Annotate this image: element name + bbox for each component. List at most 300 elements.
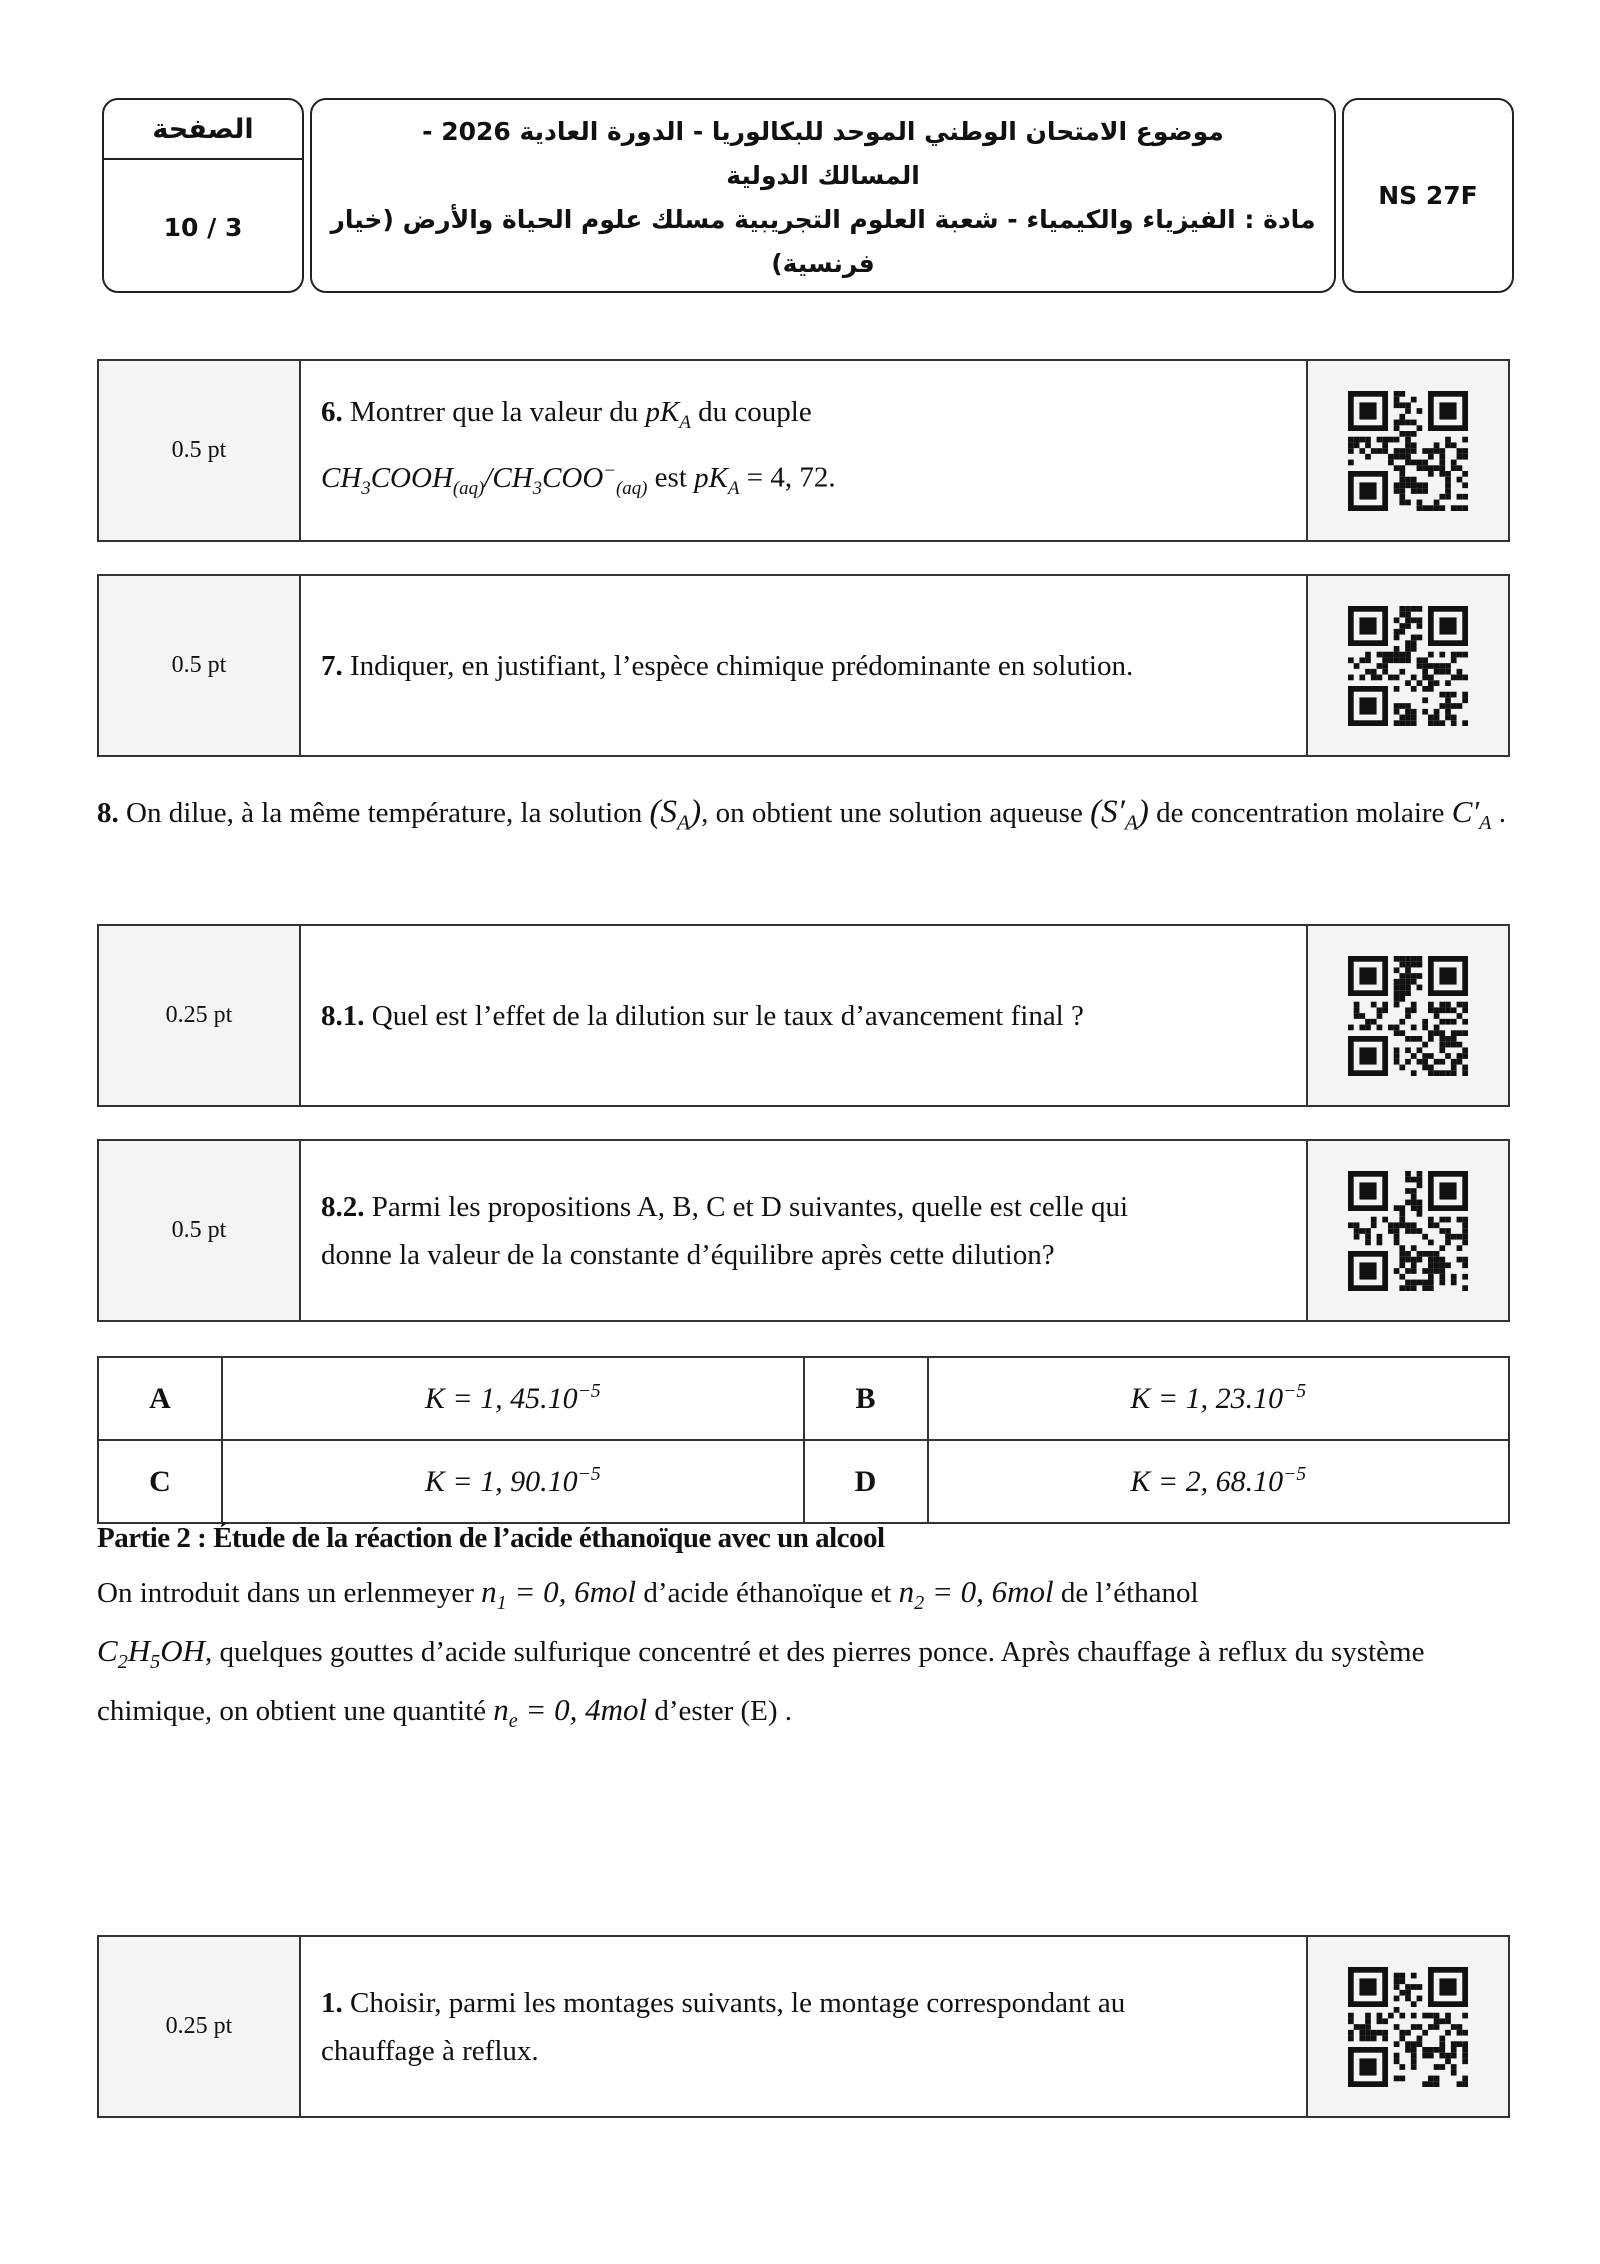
- qr-module: [1359, 402, 1376, 419]
- qr-module: [1405, 973, 1411, 979]
- qr-module: [1445, 680, 1451, 686]
- qr-module: [1434, 680, 1440, 686]
- qr-module: [1354, 1233, 1360, 1239]
- qr-module: [1422, 674, 1428, 680]
- qr-module: [1445, 1239, 1451, 1245]
- qr-module: [1382, 1007, 1388, 1013]
- qr-module: [1394, 1978, 1400, 1984]
- qr-module: [1422, 1279, 1428, 1285]
- qr-module: [1428, 714, 1434, 720]
- qr-module: [1382, 2018, 1388, 2024]
- text-span: Indiquer, en justifiant, l’espèce chimique prédominante en solution.: [342, 649, 1134, 682]
- qr-module: [1411, 2012, 1417, 2018]
- qr-module: [1445, 2052, 1451, 2058]
- qr-module: [1405, 1013, 1411, 1019]
- qr-module: [1451, 691, 1457, 697]
- qr-module: [1417, 1228, 1423, 1234]
- qr-module: [1377, 1024, 1383, 1030]
- math-span: COO: [542, 461, 604, 494]
- qr-module: [1394, 402, 1400, 408]
- qr-module: [1399, 978, 1405, 984]
- math-sub: 1: [496, 1592, 507, 1615]
- qr-module: [1457, 1041, 1463, 1047]
- qr-module: [1405, 1036, 1411, 1042]
- qr-module: [1411, 1228, 1417, 1234]
- qr-module: [1348, 1024, 1354, 1030]
- qr-module: [1462, 1222, 1468, 1228]
- math-span: /CH: [484, 461, 533, 494]
- qr-module: [1399, 413, 1405, 419]
- qr-module: [1417, 1984, 1423, 1990]
- qr-module: [1382, 2035, 1388, 2041]
- qr-module: [1422, 1058, 1428, 1064]
- qr-module: [1371, 674, 1377, 680]
- qr-module: [1405, 2029, 1411, 2035]
- qr-module: [1428, 663, 1434, 669]
- math-span: C′: [1451, 794, 1480, 829]
- qr-module: [1422, 465, 1428, 471]
- qr-module: [1394, 657, 1400, 663]
- qr-module: [1462, 1239, 1468, 1245]
- qr-module: [1439, 1018, 1445, 1024]
- qr-module: [1417, 1047, 1423, 1053]
- qr-module: [1411, 2001, 1417, 2007]
- question-number: 8.: [97, 797, 119, 829]
- qr-module: [1405, 967, 1411, 973]
- qr-module: [1394, 1222, 1400, 1228]
- qr-module: [1411, 973, 1417, 979]
- qr-module: [1428, 2052, 1434, 2058]
- text-span: d’ester (E) .: [647, 1695, 793, 1728]
- qr-module: [1365, 668, 1371, 674]
- qr-module: [1394, 1972, 1400, 1978]
- qr-module: [1359, 448, 1365, 454]
- qr-module: [1359, 436, 1365, 442]
- qr-module: [1439, 668, 1445, 674]
- math-span: n: [898, 1574, 915, 1609]
- question-6-text: [301, 361, 1306, 540]
- qr-module: [1359, 1013, 1365, 1019]
- qr-module: [1428, 2075, 1434, 2081]
- qr-module: [1405, 448, 1411, 454]
- question-number: 7.: [321, 649, 343, 682]
- qr-module: [1439, 1030, 1445, 1036]
- qr-module: [1457, 1001, 1463, 1007]
- qr-module: [1439, 651, 1445, 657]
- qr-module: [1422, 1024, 1428, 1030]
- qr-module: [1462, 482, 1468, 488]
- qr-module: [1434, 2075, 1440, 2081]
- qr-module: [1399, 2012, 1405, 2018]
- qr-module: [1411, 2047, 1417, 2053]
- qr-module: [1434, 1262, 1440, 1268]
- qr-module: [1462, 1064, 1468, 1070]
- exam-code-box: [1342, 98, 1514, 293]
- math-sup: −5: [1283, 1381, 1307, 1402]
- qr-module: [1434, 442, 1440, 448]
- text-line: chauffage à reflux.: [321, 2034, 539, 2067]
- qr-module: [1462, 1053, 1468, 1059]
- qr-module: [1365, 436, 1371, 442]
- qr-module: [1417, 680, 1423, 686]
- qr-module: [1417, 2035, 1423, 2041]
- qr-module: [1451, 1058, 1457, 1064]
- qr-module: [1411, 2024, 1417, 2030]
- qr-module: [1439, 1273, 1445, 1279]
- qr-module: [1394, 2024, 1400, 2030]
- qr-module: [1399, 1273, 1405, 1279]
- qr-module: [1359, 697, 1376, 714]
- qr-module: [1399, 1245, 1405, 1251]
- qr-module: [1451, 505, 1457, 511]
- qr-module: [1394, 2052, 1400, 2058]
- qr-module: [1457, 2029, 1463, 2035]
- qr-module: [1399, 2029, 1405, 2035]
- math-span: H: [127, 1633, 151, 1669]
- part-2-question-1-text: [301, 1937, 1306, 2116]
- qr-module: [1439, 663, 1445, 669]
- qr-module: [1439, 691, 1445, 697]
- qr-module: [1439, 1058, 1445, 1064]
- text-span: Montrer que la valeur du: [342, 396, 646, 429]
- math-span: pK: [694, 461, 728, 494]
- qr-code-icon: [1348, 1967, 1468, 2087]
- qr-module: [1377, 448, 1383, 454]
- qr-module: [1439, 1036, 1445, 1042]
- qr-module: [1399, 720, 1405, 726]
- qr-module: [1411, 1972, 1417, 1978]
- qr-module: [1451, 714, 1457, 720]
- qr-module: [1439, 1007, 1445, 1013]
- qr-module: [1371, 1222, 1377, 1228]
- qr-module: [1457, 703, 1463, 709]
- qr-module: [1405, 978, 1411, 984]
- qr-module: [1439, 2052, 1445, 2058]
- qr-module: [1411, 476, 1417, 482]
- qr-module: [1422, 1041, 1428, 1047]
- qr-module: [1388, 651, 1394, 657]
- qr-module: [1399, 611, 1405, 617]
- qr-module: [1417, 1256, 1423, 1262]
- qr-module: [1394, 453, 1400, 459]
- qr-module: [1377, 436, 1383, 442]
- math-sub: (aq): [452, 477, 485, 499]
- qr-module: [1462, 1285, 1468, 1291]
- qr-module: [1399, 493, 1405, 499]
- option-value: [928, 1357, 1510, 1440]
- qr-module: [1399, 448, 1405, 454]
- qr-module: [1359, 2029, 1365, 2035]
- qr-module: [1394, 651, 1400, 657]
- qr-module: [1405, 1047, 1411, 1053]
- qr-module: [1405, 714, 1411, 720]
- qr-module: [1411, 606, 1417, 612]
- qr-module: [1405, 1058, 1411, 1064]
- text-span: On dilue, à la même température, la solution: [118, 797, 650, 829]
- qr-module: [1411, 714, 1417, 720]
- qr-module: [1359, 967, 1376, 984]
- qr-module: [1422, 1268, 1428, 1274]
- option-value: [928, 1440, 1510, 1523]
- qr-module: [1399, 482, 1405, 488]
- qr-module: [1371, 1001, 1377, 1007]
- math-pka-value: [694, 461, 740, 499]
- qr-module: [1399, 431, 1405, 437]
- qr-module: [1382, 651, 1388, 657]
- part-2-question-1-box: [97, 1935, 1510, 2118]
- qr-module: [1411, 640, 1417, 646]
- qr-module: [1399, 1216, 1405, 1222]
- qr-module: [1411, 1001, 1417, 1007]
- qr-module: [1405, 703, 1411, 709]
- qr-module: [1394, 703, 1400, 709]
- qr-module: [1428, 453, 1434, 459]
- qr-module: [1377, 2029, 1383, 2035]
- qr-module: [1417, 2041, 1423, 2047]
- qr-module: [1428, 1030, 1434, 1036]
- math-n1: [481, 1574, 637, 1615]
- qr-module: [1354, 442, 1360, 448]
- qr-module: [1434, 2047, 1440, 2053]
- qr-module: [1434, 720, 1440, 726]
- qr-module: [1382, 657, 1388, 663]
- qr-module: [1411, 646, 1417, 652]
- qr-module: [1388, 1222, 1394, 1228]
- qr-code[interactable]: [1306, 1937, 1508, 2116]
- text-line: donne la valeur de la constante d’équilibre après cette dilution?: [321, 1238, 1055, 1271]
- qr-module: [1399, 961, 1405, 967]
- qr-module: [1457, 1013, 1463, 1019]
- qr-module: [1451, 1273, 1457, 1279]
- qr-module: [1428, 1007, 1434, 1013]
- qr-module: [1365, 657, 1371, 663]
- math-span: = 4, 72.: [739, 461, 836, 494]
- qr-module: [1394, 686, 1400, 692]
- qr-module: [1411, 1262, 1417, 1268]
- text-span: On introduit dans un erlenmeyer: [97, 1577, 482, 1609]
- qr-module: [1388, 436, 1394, 442]
- qr-module: [1422, 1233, 1428, 1239]
- qr-module: [1428, 1279, 1434, 1285]
- qr-module: [1405, 606, 1411, 612]
- qr-module: [1394, 978, 1400, 984]
- qr-module: [1439, 493, 1445, 499]
- qr-module: [1422, 2052, 1428, 2058]
- qr-module: [1365, 1239, 1371, 1245]
- qr-module: [1371, 448, 1377, 454]
- qr-module: [1394, 674, 1400, 680]
- qr-module: [1365, 2024, 1371, 2030]
- qr-module: [1399, 465, 1405, 471]
- math-span: n: [493, 1692, 509, 1728]
- qr-module: [1451, 703, 1457, 709]
- qr-module: [1411, 2041, 1417, 2047]
- qr-module: [1348, 2035, 1354, 2041]
- qr-module: [1434, 1024, 1440, 1030]
- qr-module: [1359, 2058, 1376, 2075]
- qr-module: [1394, 990, 1400, 996]
- text-span: d’acide éthanoïque et: [636, 1577, 899, 1609]
- qr-module: [1411, 1188, 1417, 1194]
- qr-module: [1439, 1001, 1445, 1007]
- qr-module: [1405, 499, 1411, 505]
- qr-module: [1434, 2012, 1440, 2018]
- qr-module: [1451, 465, 1457, 471]
- qr-module: [1417, 459, 1423, 465]
- qr-module: [1359, 1024, 1365, 1030]
- qr-module: [1451, 2064, 1457, 2070]
- qr-module: [1439, 2041, 1445, 2047]
- qr-module: [1377, 651, 1383, 657]
- qr-module: [1434, 1013, 1440, 1019]
- qr-module: [1394, 1984, 1400, 1990]
- qr-module: [1405, 1256, 1411, 1262]
- qr-module: [1411, 961, 1417, 967]
- qr-module: [1405, 1222, 1411, 1228]
- qr-module: [1399, 402, 1405, 408]
- question-points: 0.5 pt: [99, 1141, 301, 1320]
- qr-code-icon: [1348, 606, 1468, 726]
- qr-module: [1399, 1064, 1405, 1070]
- qr-module: [1399, 1989, 1405, 1995]
- qr-module: [1434, 2064, 1440, 2070]
- qr-module: [1399, 2075, 1405, 2081]
- qr-module: [1411, 1222, 1417, 1228]
- qr-module: [1417, 973, 1423, 979]
- qr-module: [1445, 714, 1451, 720]
- qr-module: [1439, 505, 1445, 511]
- qr-code[interactable]: [1306, 926, 1508, 1105]
- math-sub: 2: [914, 1592, 925, 1615]
- qr-module: [1439, 1256, 1445, 1262]
- qr-module: [1399, 471, 1405, 477]
- qr-module: [1422, 668, 1428, 674]
- qr-module: [1382, 1001, 1388, 1007]
- qr-code[interactable]: [1306, 576, 1508, 755]
- qr-module: [1445, 663, 1451, 669]
- qr-module: [1439, 1041, 1445, 1047]
- math-span: K = 1, 45.10: [424, 1382, 578, 1415]
- qr-module: [1422, 1285, 1428, 1291]
- qr-module: [1388, 674, 1394, 680]
- qr-module: [1439, 448, 1445, 454]
- table-row: [98, 1357, 1509, 1440]
- question-points: 0.5 pt: [99, 576, 301, 755]
- qr-module: [1359, 482, 1376, 499]
- qr-module: [1417, 408, 1423, 414]
- qr-module: [1405, 402, 1411, 408]
- qr-module: [1462, 2075, 1468, 2081]
- qr-module: [1462, 436, 1468, 442]
- qr-module: [1428, 1001, 1434, 1007]
- exam-title-box: [310, 98, 1336, 293]
- qr-module: [1365, 1228, 1371, 1234]
- qr-module: [1399, 703, 1405, 709]
- qr-module: [1434, 505, 1440, 511]
- part-2-intro: [97, 1568, 1517, 1746]
- qr-module: [1428, 680, 1434, 686]
- qr-module: [1394, 465, 1400, 471]
- qr-module: [1411, 1256, 1417, 1262]
- qr-module: [1411, 1245, 1417, 1251]
- qr-module: [1399, 1222, 1405, 1228]
- qr-module: [1365, 1233, 1371, 1239]
- text-span: , on obtient une solution aqueuse: [701, 797, 1091, 829]
- qr-code[interactable]: [1306, 361, 1508, 540]
- qr-module: [1439, 2047, 1445, 2053]
- qr-code-icon: [1348, 956, 1468, 1076]
- qr-module: [1405, 1989, 1411, 1995]
- qr-module: [1417, 657, 1423, 663]
- qr-module: [1394, 1047, 1400, 1053]
- qr-module: [1417, 606, 1423, 612]
- qr-module: [1422, 2081, 1428, 2087]
- qr-module: [1428, 2047, 1434, 2053]
- qr-module: [1359, 1047, 1376, 1064]
- qr-module: [1405, 984, 1411, 990]
- qr-module: [1394, 956, 1400, 962]
- qr-module: [1422, 2029, 1428, 2035]
- qr-module: [1462, 505, 1468, 511]
- math-pka: [645, 396, 691, 434]
- math-span: (S′: [1090, 794, 1125, 830]
- qr-module: [1411, 1007, 1417, 1013]
- qr-module: [1445, 1070, 1451, 1076]
- qr-module: [1405, 611, 1411, 617]
- qr-code[interactable]: [1306, 1141, 1508, 1320]
- math-sub: 5: [150, 1651, 161, 1674]
- qr-module: [1411, 419, 1417, 425]
- qr-module: [1439, 1070, 1445, 1076]
- qr-module: [1394, 1024, 1400, 1030]
- qr-module: [1359, 657, 1365, 663]
- qr-module: [1405, 1176, 1411, 1182]
- qr-module: [1417, 961, 1423, 967]
- qr-module: [1457, 453, 1463, 459]
- qr-module: [1371, 1018, 1377, 1024]
- qr-module: [1411, 674, 1417, 680]
- qr-module: [1445, 1228, 1451, 1234]
- qr-module: [1451, 674, 1457, 680]
- page-number: 10 / 3: [163, 213, 243, 242]
- qr-module: [1417, 1036, 1423, 1042]
- question-8-2-box: [97, 1139, 1510, 1322]
- qr-module: [1348, 2012, 1354, 2018]
- question-8-intro: [97, 788, 1517, 847]
- qr-module: [1428, 2081, 1434, 2087]
- qr-module: [1422, 697, 1428, 703]
- qr-module: [1399, 623, 1405, 629]
- math-couple: [321, 460, 648, 499]
- qr-module: [1354, 1007, 1360, 1013]
- qr-module: [1439, 471, 1445, 477]
- qr-module: [1417, 499, 1423, 505]
- qr-module: [1417, 1211, 1423, 1217]
- qr-module: [1394, 396, 1400, 402]
- qr-module: [1394, 1995, 1400, 2001]
- qr-module: [1428, 471, 1434, 477]
- qr-module: [1399, 956, 1405, 962]
- qr-module: [1417, 634, 1423, 640]
- math-sup: −5: [1283, 1464, 1307, 1485]
- qr-module: [1445, 1001, 1451, 1007]
- qr-module: [1417, 482, 1423, 488]
- qr-module: [1428, 1036, 1434, 1042]
- math-sub: A: [676, 810, 691, 835]
- qr-module: [1382, 2029, 1388, 2035]
- qr-module: [1399, 990, 1405, 996]
- qr-module: [1394, 708, 1400, 714]
